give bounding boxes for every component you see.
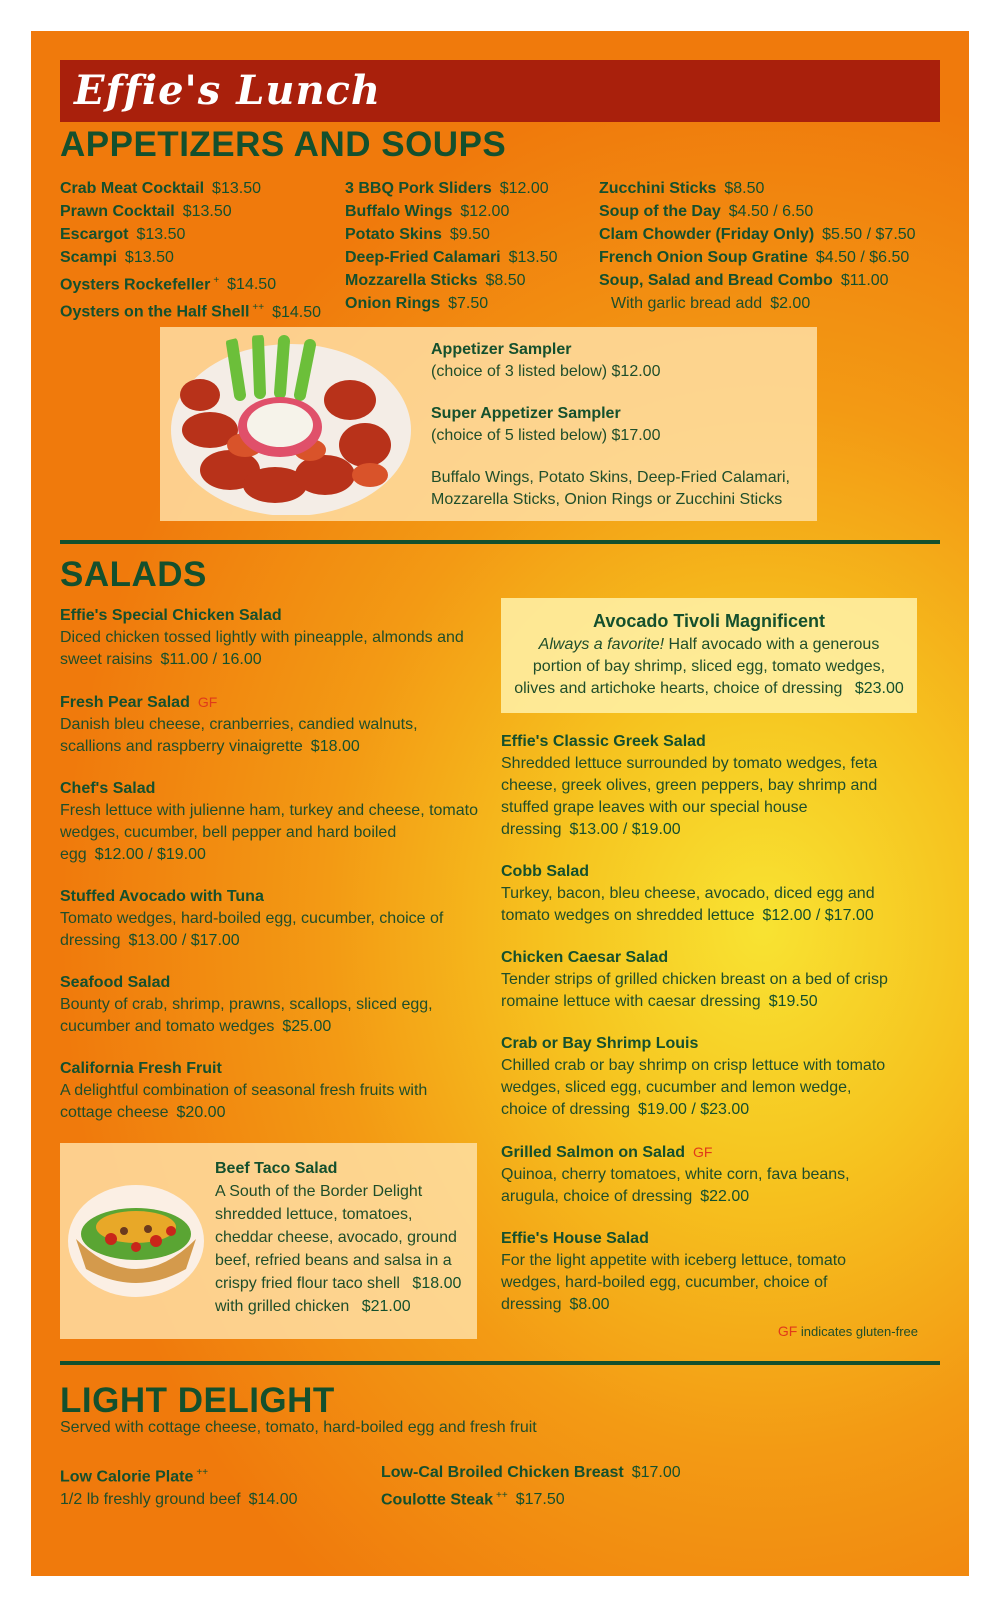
item-marker: +: [213, 275, 220, 286]
addon-text: With garlic bread add: [611, 295, 763, 312]
menu-page: [31, 31, 969, 1576]
menu-item: [60, 269, 321, 296]
menu-item-addon: [599, 292, 916, 315]
item-name: Zucchini Sticks: [599, 180, 717, 197]
item-name: Stuffed Avocado with Tuna: [60, 888, 264, 905]
light-delight-subtitle: Served with cottage cheese, tomato, hard-boiled egg and fresh fruit: [60, 1419, 537, 1436]
item-name: Effie's Special Chicken Salad: [60, 607, 282, 624]
menu-item: [60, 296, 321, 323]
salad-heading: [501, 1141, 901, 1164]
item-name: Seafood Salad: [60, 974, 171, 991]
menu-item: [599, 223, 916, 246]
light-delight-title: LIGHT DELIGHT: [60, 1381, 335, 1420]
menu-item: [599, 269, 916, 292]
taco-salad-extra-price: $21.00: [361, 1298, 411, 1315]
item-price: $8.00: [569, 1296, 610, 1313]
menu-item: [345, 177, 558, 200]
item-price: $14.50: [272, 303, 322, 321]
salad-item: [60, 778, 480, 866]
item-price: $7.50: [448, 295, 489, 312]
salad-heading: [501, 731, 901, 753]
item-price: $13.50: [136, 226, 186, 243]
item-name: Cobb Salad: [501, 863, 590, 880]
item-price: $18.00: [310, 738, 360, 755]
item-name: 3 BBQ Pork Sliders: [345, 180, 492, 197]
item-name: Coulotte Steak: [381, 1491, 494, 1509]
taco-salad-desc: A South of the Border Delight shredded lettuce, tomatoes, cheddar cheese, avocado, ground beef, refried beans and salsa in a crispy fried flour taco shell: [215, 1183, 457, 1292]
salad-heading: [60, 1058, 480, 1080]
item-desc: Bounty of crab, shrimp, prawns, scallops, sliced egg, cucumber and tomato wedges: [60, 996, 433, 1035]
salad-heading: [60, 778, 480, 800]
salad-item: [501, 947, 901, 1013]
item-price: $11.00 / 16.00: [160, 651, 262, 668]
item-price: $13.50: [508, 249, 558, 266]
item-name: Escargot: [60, 226, 129, 243]
taco-salad-box: [60, 1143, 477, 1339]
item-name: Crab or Bay Shrimp Louis: [501, 1035, 699, 1052]
item-price: $8.50: [724, 180, 765, 197]
taco-salad-name: Beef Taco Salad: [215, 1160, 338, 1177]
menu-item: [599, 200, 916, 223]
menu-item: [345, 269, 558, 292]
item-name: Onion Rings: [345, 295, 441, 312]
item-price: $4.50 / $6.50: [815, 249, 910, 266]
featured-salad-desc: Half avocado with a generous portion of bay shrimp, sliced egg, tomato wedges, olives and artichoke hearts, choice of dressing: [514, 636, 886, 697]
salad-item: [60, 691, 480, 758]
salad-item: [60, 972, 480, 1038]
item-name: Chicken Caesar Salad: [501, 949, 669, 966]
sampler-box: [160, 327, 817, 521]
item-desc: 1/2 lb freshly ground beef: [60, 1491, 241, 1509]
item-marker: ++: [252, 302, 265, 314]
gluten-free-note: [778, 1323, 918, 1339]
menu-item: [345, 246, 558, 269]
super-sampler-name: Super Appetizer Sampler: [431, 405, 621, 422]
header-banner: [60, 60, 940, 122]
salad-heading: [60, 691, 480, 714]
salad-item: [501, 1228, 901, 1316]
item-price: $20.00: [176, 1104, 226, 1121]
item-desc: For the light appetite with iceberg lettuce, tomato wedges, hard-boiled egg, cucumber, choice of dressing: [501, 1252, 847, 1313]
item-desc: Diced chicken tossed lightly with pineapple, almonds and sweet raisins: [60, 629, 464, 668]
light-items-right: [381, 1461, 681, 1511]
item-name: Low-Cal Broiled Chicken Breast: [381, 1464, 624, 1481]
item-price: $17.00: [631, 1464, 681, 1481]
item-price: $12.00: [460, 203, 510, 220]
item-price: $25.00: [282, 1018, 332, 1035]
item-marker: ++: [496, 1490, 508, 1501]
featured-salad-box: [501, 598, 917, 713]
wings-image: [170, 335, 412, 515]
item-price: $5.50 / $7.50: [822, 226, 916, 243]
menu-item: [60, 223, 321, 246]
item-name: Oysters on the Half Shell: [60, 303, 250, 321]
menu-item: [60, 200, 321, 223]
salad-heading: [501, 947, 901, 969]
divider: [60, 1361, 940, 1365]
sampler-name: Appetizer Sampler: [431, 341, 572, 358]
item-name: French Onion Soup Gratine: [599, 249, 808, 266]
menu-item: [345, 292, 558, 315]
item-price: $13.50: [212, 180, 261, 197]
item-price: $13.00 / $19.00: [569, 821, 681, 838]
item-price: $14.00: [248, 1491, 298, 1509]
item-price: $19.00 / $23.00: [637, 1101, 750, 1118]
item-name: Grilled Salmon on Salad: [501, 1144, 686, 1161]
appetizers-title: APPETIZERS AND SOUPS: [60, 125, 507, 164]
item-price: $13.50: [124, 249, 174, 266]
taco-salad-extra: with grilled chicken: [215, 1298, 350, 1315]
item-name: Prawn Cocktail: [60, 203, 175, 220]
item-desc: Fresh lettuce with julienne ham, turkey and cheese, tomato wedges, cucumber, bell pepper and hard boiled egg: [60, 802, 478, 863]
featured-salad-name: Avocado Tivoli Magnificent: [592, 611, 826, 631]
sampler-desc: (choice of 3 listed below) $12.00: [431, 363, 661, 380]
salad-item: [60, 605, 480, 671]
taco-salad-price: $18.00: [412, 1275, 462, 1292]
gf-marker: GF: [777, 1323, 798, 1339]
menu-item: [60, 246, 321, 269]
item-name: Deep-Fried Calamari: [345, 249, 501, 266]
divider: [60, 540, 940, 544]
light-item-low-calorie: [60, 1461, 298, 1511]
salad-item: [60, 1058, 480, 1124]
salad-item: [60, 886, 480, 952]
item-desc: Shredded lettuce surrounded by tomato wedges, feta cheese, greek olives, green peppers, bay shrimp and stuffed grape leaves with our special house dressing: [501, 755, 878, 838]
salad-heading: [501, 1228, 901, 1250]
salad-item: [501, 1033, 901, 1121]
item-desc: Quinoa, cherry tomatoes, white corn, fava beans, arugula, choice of dressing: [501, 1166, 850, 1205]
featured-salad-intro: Always a favorite!: [538, 636, 665, 653]
item-price: $9.50: [449, 226, 490, 243]
item-name: Effie's Classic Greek Salad: [501, 733, 706, 750]
sampler-list-line-2: Mozzarella Sticks, Onion Rings or Zucchini Sticks: [431, 491, 783, 508]
salad-heading: [60, 886, 480, 908]
appetizers-col-1: [60, 177, 321, 324]
item-price: $13.50: [182, 203, 232, 220]
sampler-list-line-1: Buffalo Wings, Potato Skins, Deep-Fried Calamari,: [431, 469, 790, 486]
item-marker: ++: [196, 1467, 209, 1478]
item-desc: Tender strips of grilled chicken breast on a bed of crisp romaine lettuce with caesar dressing: [501, 971, 888, 1010]
salad-item: [501, 731, 901, 841]
item-name: Low Calorie Plate: [60, 1468, 194, 1486]
item-desc: Chilled crab or bay shrimp on crisp lettuce with tomato wedges, sliced egg, cucumber and lemon wedge, choice of dressing: [501, 1057, 886, 1118]
item-name: Potato Skins: [345, 226, 442, 243]
salad-item: [501, 1141, 901, 1208]
item-price: $17.50: [515, 1491, 565, 1509]
salads-left-col: [60, 605, 480, 1144]
salad-item: [501, 861, 901, 927]
item-price: $19.50: [768, 993, 818, 1010]
item-price: $13.00 / $17.00: [128, 932, 240, 949]
salad-heading: [60, 605, 480, 627]
item-price: $11.00: [840, 272, 889, 289]
super-sampler-desc: (choice of 5 listed below) $17.00: [431, 427, 661, 444]
item-price: $14.50: [227, 276, 277, 294]
gf-marker: GF: [693, 1144, 713, 1160]
item-name: California Fresh Fruit: [60, 1060, 222, 1077]
item-name: Clam Chowder (Friday Only): [599, 226, 815, 243]
item-name: Buffalo Wings: [345, 203, 453, 220]
menu-item: [599, 246, 916, 269]
item-desc: Danish bleu cheese, cranberries, candied walnuts, scallions and raspberry vinaigrette: [60, 716, 418, 755]
appetizers-col-2: [345, 177, 558, 315]
item-price: $12.00: [499, 180, 549, 197]
salad-heading: [501, 861, 901, 883]
menu-item: [60, 177, 321, 200]
item-name: Crab Meat Cocktail: [60, 180, 205, 197]
gf-note-text: indicates gluten-free: [800, 1324, 918, 1339]
item-name: Effie's House Salad: [501, 1230, 649, 1247]
item-name: Chef's Salad: [60, 780, 156, 797]
menu-item: [345, 223, 558, 246]
item-desc: Turkey, bacon, bleu cheese, avocado, diced egg and tomato wedges on shredded lettuce: [501, 885, 875, 924]
taco-salad-photo: [66, 1179, 206, 1299]
salad-heading: [501, 1033, 901, 1055]
item-price: $12.00 / $17.00: [762, 907, 874, 924]
item-price: $12.00 / $19.00: [94, 846, 206, 863]
menu-item: [599, 177, 916, 200]
appetizers-col-3: [599, 177, 916, 315]
taco-image: [66, 1179, 206, 1299]
item-name: Soup of the Day: [599, 203, 721, 220]
gf-marker: GF: [197, 694, 218, 710]
item-price: $4.50 / 6.50: [728, 203, 814, 220]
menu-title: Effie's Lunch: [74, 67, 381, 114]
salads-title: SALADS: [60, 555, 207, 594]
item-name: Fresh Pear Salad: [60, 694, 190, 711]
featured-salad-price: $23.00: [854, 680, 904, 697]
item-price: $22.00: [700, 1188, 750, 1205]
addon-price: $2.00: [770, 295, 811, 312]
item-name: Mozzarella Sticks: [345, 272, 478, 289]
item-price: $8.50: [485, 272, 526, 289]
item-desc: Tomato wedges, hard-boiled egg, cucumber, choice of dressing: [60, 910, 444, 949]
salads-right-col: [501, 731, 901, 1336]
menu-item: [345, 200, 558, 223]
buffalo-wings-photo: [170, 335, 412, 515]
item-name: Scampi: [60, 249, 117, 266]
item-name: Oysters Rockefeller: [60, 276, 211, 294]
item-desc: A delightful combination of seasonal fresh fruits with cottage cheese: [60, 1082, 428, 1121]
item-name: Soup, Salad and Bread Combo: [599, 272, 833, 289]
salad-heading: [60, 972, 480, 994]
